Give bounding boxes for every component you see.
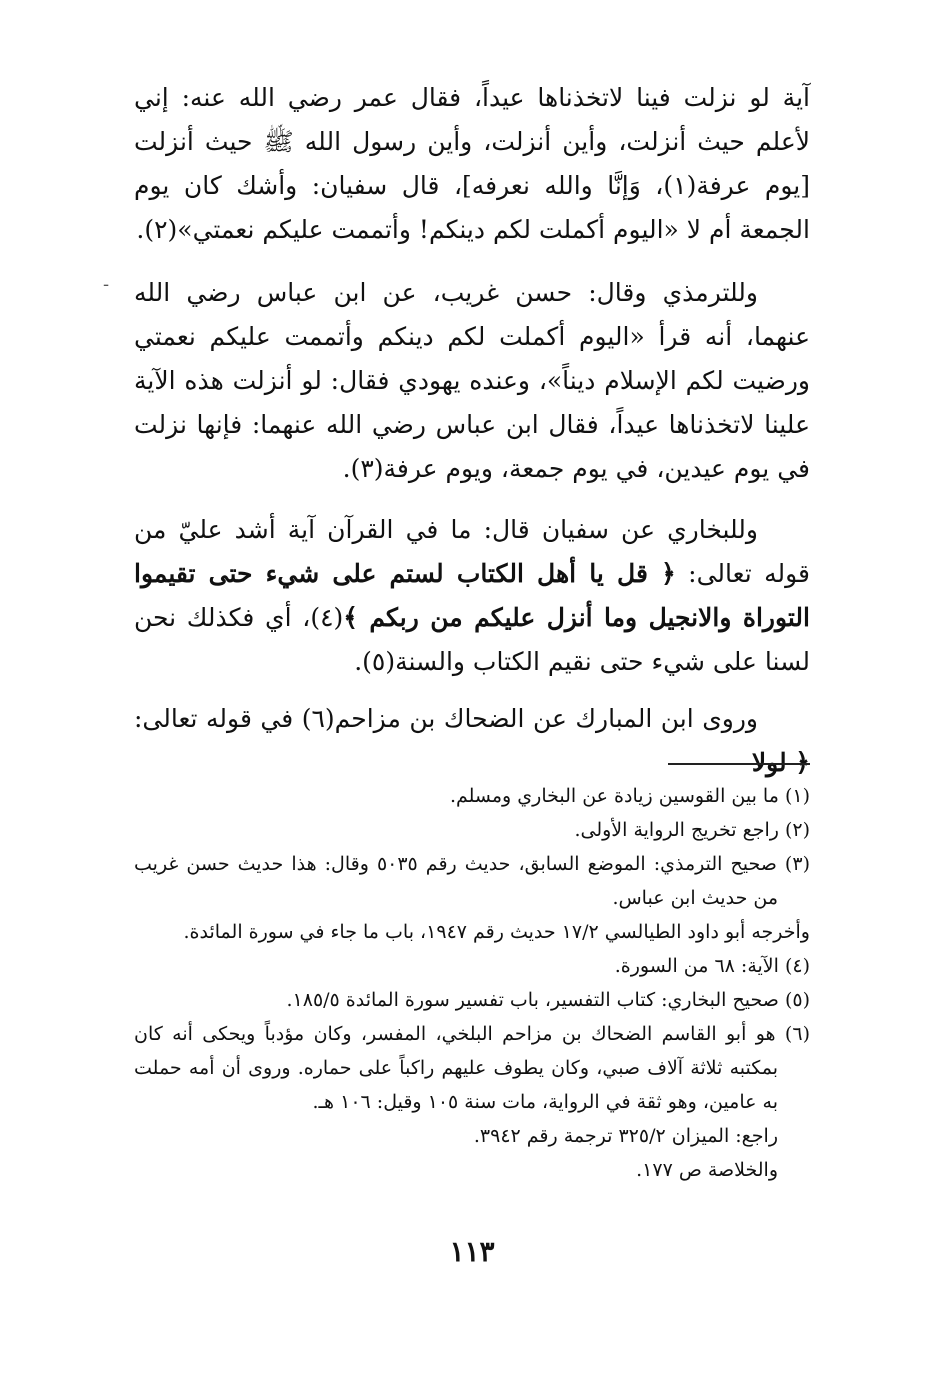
footnote-separator [668, 763, 810, 765]
footnote-4: (٤) الآية: ٦٨ من السورة. [614, 955, 810, 977]
main-paragraph-1 [134, 76, 810, 252]
footnote-6-reference: راجع: الميزان ٣٢٥/٢ ترجمة رقم ٣٩٤٢. [473, 1125, 778, 1147]
main-paragraph-2 [134, 271, 810, 491]
quran-verse: ﴿ قل يا أهل الكتاب لستم على شيء حتى تقيموا التوراة والانجيل وما أنزل عليكم من ربكم ﴾ [134, 559, 810, 632]
paragraph-intro: وروى ابن المبارك عن الضحاك بن مزاحم(٦) في قوله تعالى: [134, 704, 758, 733]
margin-mark: - [103, 274, 110, 295]
paragraph-rest: (٤)، أي فكذلك نحن لسنا على شيء حتى نقيم الكتاب والسنة(٥). [134, 603, 810, 676]
paragraph-text [134, 697, 810, 785]
footnote-6-reference: والخلاصة ص ١٧٧. [636, 1159, 778, 1181]
main-paragraph-4 [134, 697, 810, 785]
page-number: ١١٣ [449, 1235, 495, 1268]
footnote-2: (٢) راجع تخريج الرواية الأولى. [574, 819, 810, 841]
main-paragraph-3 [134, 508, 810, 684]
quran-verse: ﴿ لولا [751, 748, 810, 777]
paragraph-intro: وللبخاري عن سفيان قال: ما في القرآن آية أشد عليّ من قوله تعالى: [134, 515, 810, 588]
footnote-3-continuation: وأخرجه أبو داود الطيالسي ١٧/٢ حديث رقم ١٩٤٧، باب ما جاء في سورة المائدة. [183, 921, 810, 943]
footnote-3: (٣) صحيح الترمذي: الموضع السابق، حديث رقم ٥٠٣٥ وقال: هذا حديث حسن غريب من حديث ابن عباس. [134, 853, 810, 909]
footnotes [134, 779, 810, 1187]
footnote-6: (٦) هو أبو القاسم الضحاك بن مزاحم البلخي، المفسر، وكان مؤدباً ويحكى أنه كان بمكتبه ثلاثة آلاف صبي، وكان يطوف عليهم راكباً على حماره. وروى أن أمه حملت به عامين، وهو ثقة في الرواية، مات سنة ١٠٥ وقيل: ١٠٦ هـ. [134, 1023, 810, 1113]
paragraph-text: آية لو نزلت فينا لاتخذناها عيداً، فقال عمر رضي الله عنه: إني لأعلم حيث أنزلت، وأين أنزلت، وأين رسول الله ﷺ حيث أنزلت [يوم عرفة(١)، وَإنَّا والله نعرفه]، قال سفيان: وأشك كان يوم الجمعة أم لا «اليوم أكملت لكم دينكم! وأتممت عليكم نعمتي»(٢). [134, 83, 810, 244]
footnote-5: (٥) صحيح البخاري: كتاب التفسير، باب تفسير سورة المائدة ١٨٥/٥. [286, 989, 810, 1011]
paragraph-text [134, 508, 810, 684]
footnote-1: (١) ما بين القوسين زيادة عن البخاري ومسلم. [449, 785, 810, 807]
paragraph-text: وللترمذي وقال: حسن غريب، عن ابن عباس رضي الله عنهما، أنه قرأ «اليوم أكملت لكم دينكم وأتممت عليكم نعمتي ورضيت لكم الإسلام ديناً»، وعنده يهودي فقال: لو أنزلت هذه الآية علينا لاتخذناها عيداً، فقال ابن عباس رضي الله عنهما: فإنها نزلت في يوم عيدين، في يوم جمعة، ويوم عرفة(٣). [134, 278, 810, 483]
